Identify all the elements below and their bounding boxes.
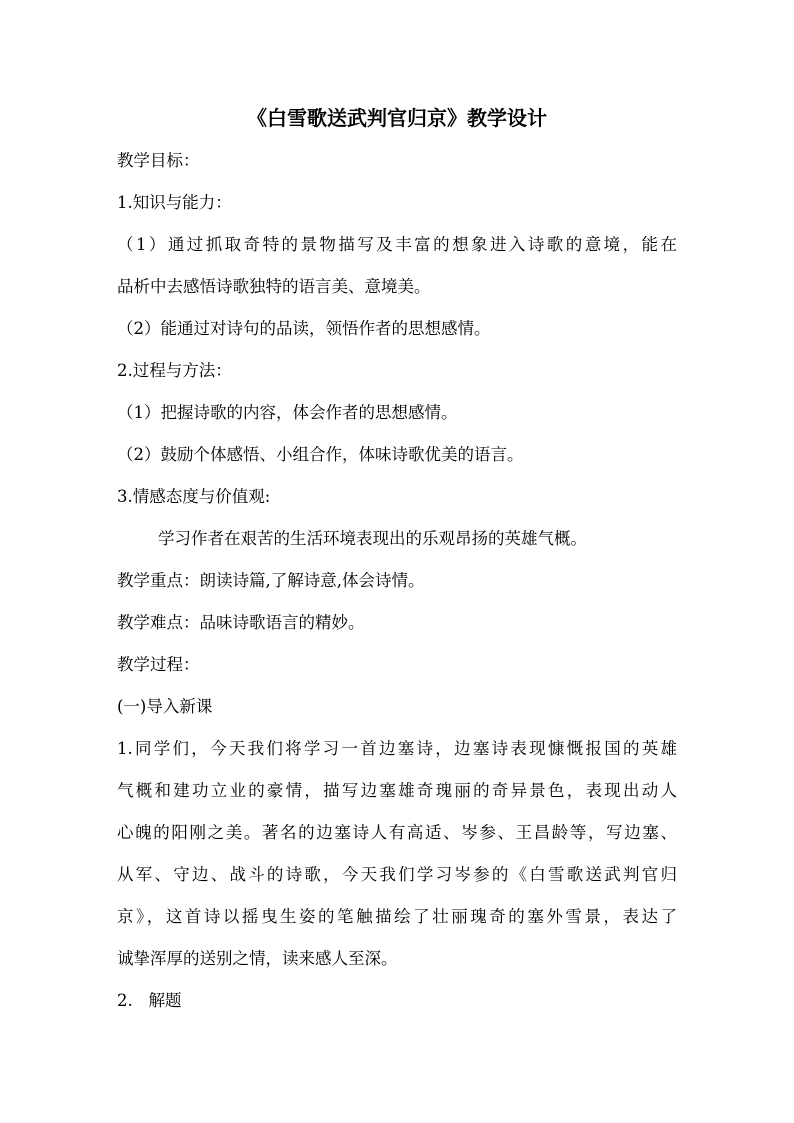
intro-paragraph-line-6: 诚挚浑厚的送别之情，读来感人至深。: [117, 949, 398, 968]
intro-paragraph-line-3: 心魄的阳刚之美。著名的边塞诗人有高适、岑参、王昌龄等，写边塞、: [117, 823, 677, 842]
knowledge-item-1-line-2: 品析中去感悟诗歌独特的语言美、意境美。: [117, 277, 431, 296]
teaching-process-heading: 教学过程：: [117, 655, 200, 674]
knowledge-heading: 1.知识与能力：: [117, 193, 232, 212]
emotion-text: 学习作者在艰苦的生活环境表现出的乐观昂扬的英雄气概。: [158, 529, 587, 548]
intro-paragraph-line-4: 从军、守边、战斗的诗歌，今天我们学习岑参的《白雪歌送武判官归: [117, 865, 677, 884]
intro-paragraph-line-5: 京》，这首诗以摇曳生姿的笔触描绘了壮丽瑰奇的塞外雪景，表达了: [117, 907, 677, 926]
process-method-heading: 2.过程与方法：: [117, 361, 232, 380]
process-method-item-1: （1）把握诗歌的内容，体会作者的思想感情。: [117, 403, 458, 422]
section-heading-intro: (一)导入新课: [117, 697, 213, 716]
process-method-item-2: （2）鼓励个体感悟、小组合作，体味诗歌优美的语言。: [117, 445, 524, 464]
intro-paragraph-line-2: 气概和建功立业的豪情，描写边塞雄奇瑰丽的奇异景色，表现出动人: [117, 781, 677, 800]
item-2-heading: 2. 解题: [117, 991, 182, 1010]
objectives-heading: 教学目标：: [117, 151, 200, 170]
knowledge-item-1-line-1: （1）通过抓取奇特的景物描写及丰富的想象进入诗歌的意境，能在: [117, 235, 677, 254]
intro-paragraph-line-1: 1.同学们，今天我们将学习一首边塞诗，边塞诗表现慷慨报国的英雄: [117, 739, 677, 758]
key-point: 教学重点：朗读诗篇,了解诗意,体会诗情。: [117, 571, 425, 590]
difficult-point: 教学难点：品味诗歌语言的精妙。: [117, 613, 365, 632]
page-title: 《白雪歌送武判官归京》教学设计: [247, 106, 547, 130]
knowledge-item-2: （2）能通过对诗句的品读，领悟作者的思想感情。: [117, 319, 491, 338]
emotion-heading: 3.情感态度与价值观:: [117, 487, 271, 506]
